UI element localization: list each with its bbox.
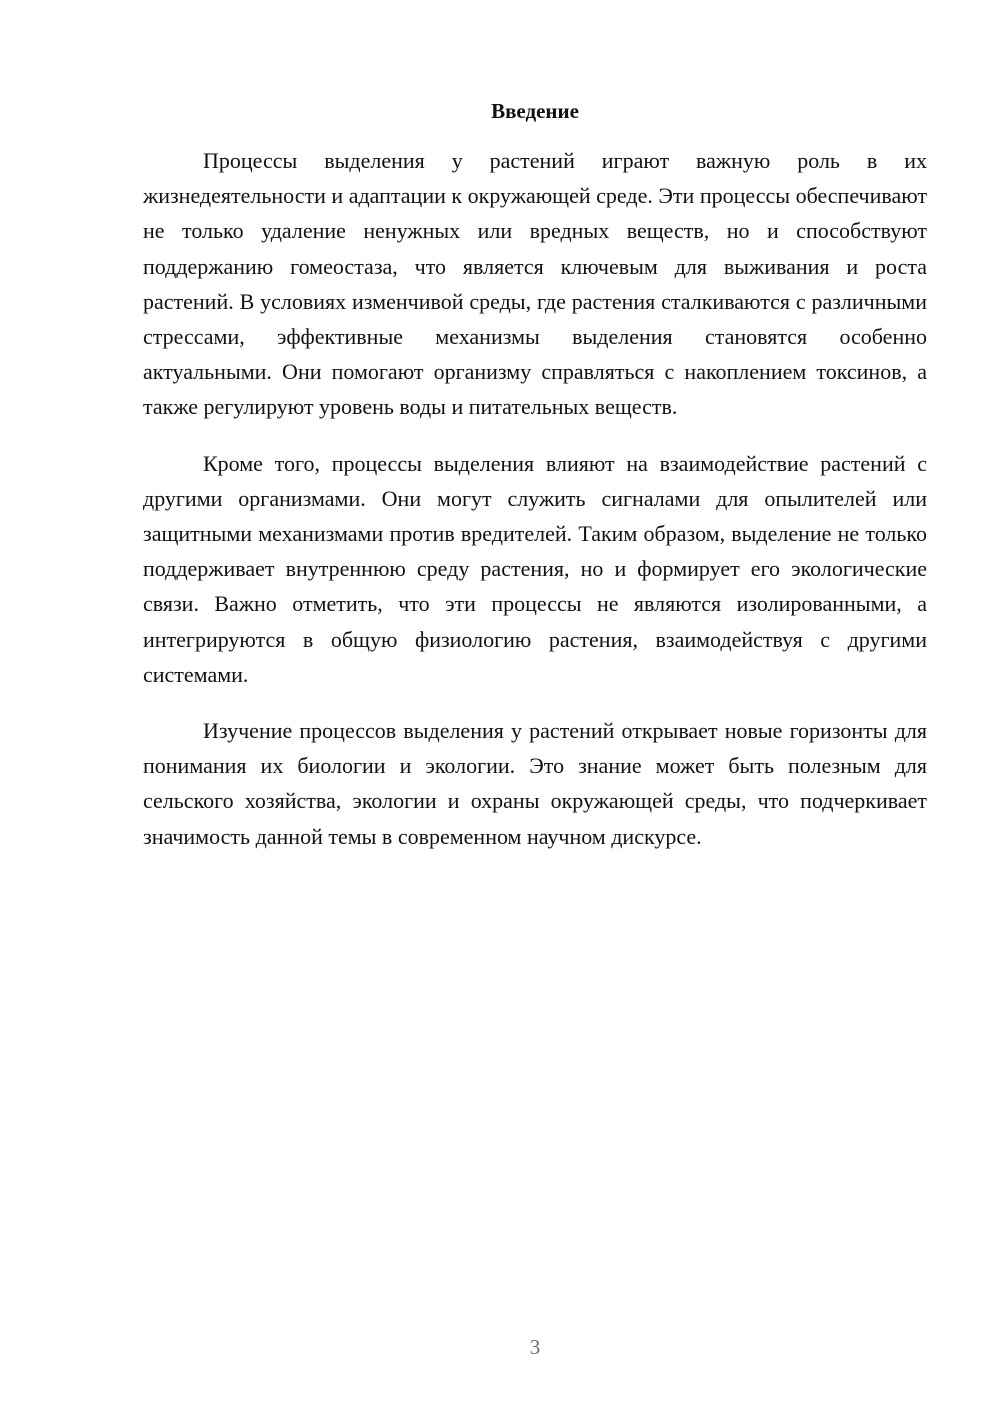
paragraph-2: Кроме того, процессы выделения влияют на взаимодействие растений с другими организмами. Они могут служить сигналами для опылителей или защитными механизмами против вредителей. Таким образом, выделение не только поддерживает внутреннюю среду растения, но и формирует его экологические связи. Важно отметить, что эти процессы не являются изолированными, а интегрируются в общую физиологию растения, взаимодействуя с другими системами.: [143, 450, 927, 687]
page-number: 3: [529, 1335, 541, 1359]
paragraph-1: Процессы выделения у растений играют важную роль в их жизнедеятельности и адаптации к окружающей среде. Эти процессы обеспечивают не только удаление ненужных или вредных веществ, но и способствуют поддержанию гомеостаза, что является ключевым для выживания и роста растений. В условиях изменчивой среды, где растения сталкиваются с различными стрессами, эффективные механизмы выделения становятся особенно актуальными. Они помогают организму справляться с накоплением токсинов, а также регулируют уровень воды и питательных веществ.: [143, 148, 927, 420]
page-title: Введение: [491, 99, 579, 123]
paragraph-3: Изучение процессов выделения у растений открывает новые горизонты для понимания их биологии и экологии. Это знание может быть полезным для сельского хозяйства, экологии и охраны окружающей среды, что подчеркивает значимость данной темы в современном научном дискурсе.: [143, 718, 927, 849]
body-text: [143, 143, 927, 875]
